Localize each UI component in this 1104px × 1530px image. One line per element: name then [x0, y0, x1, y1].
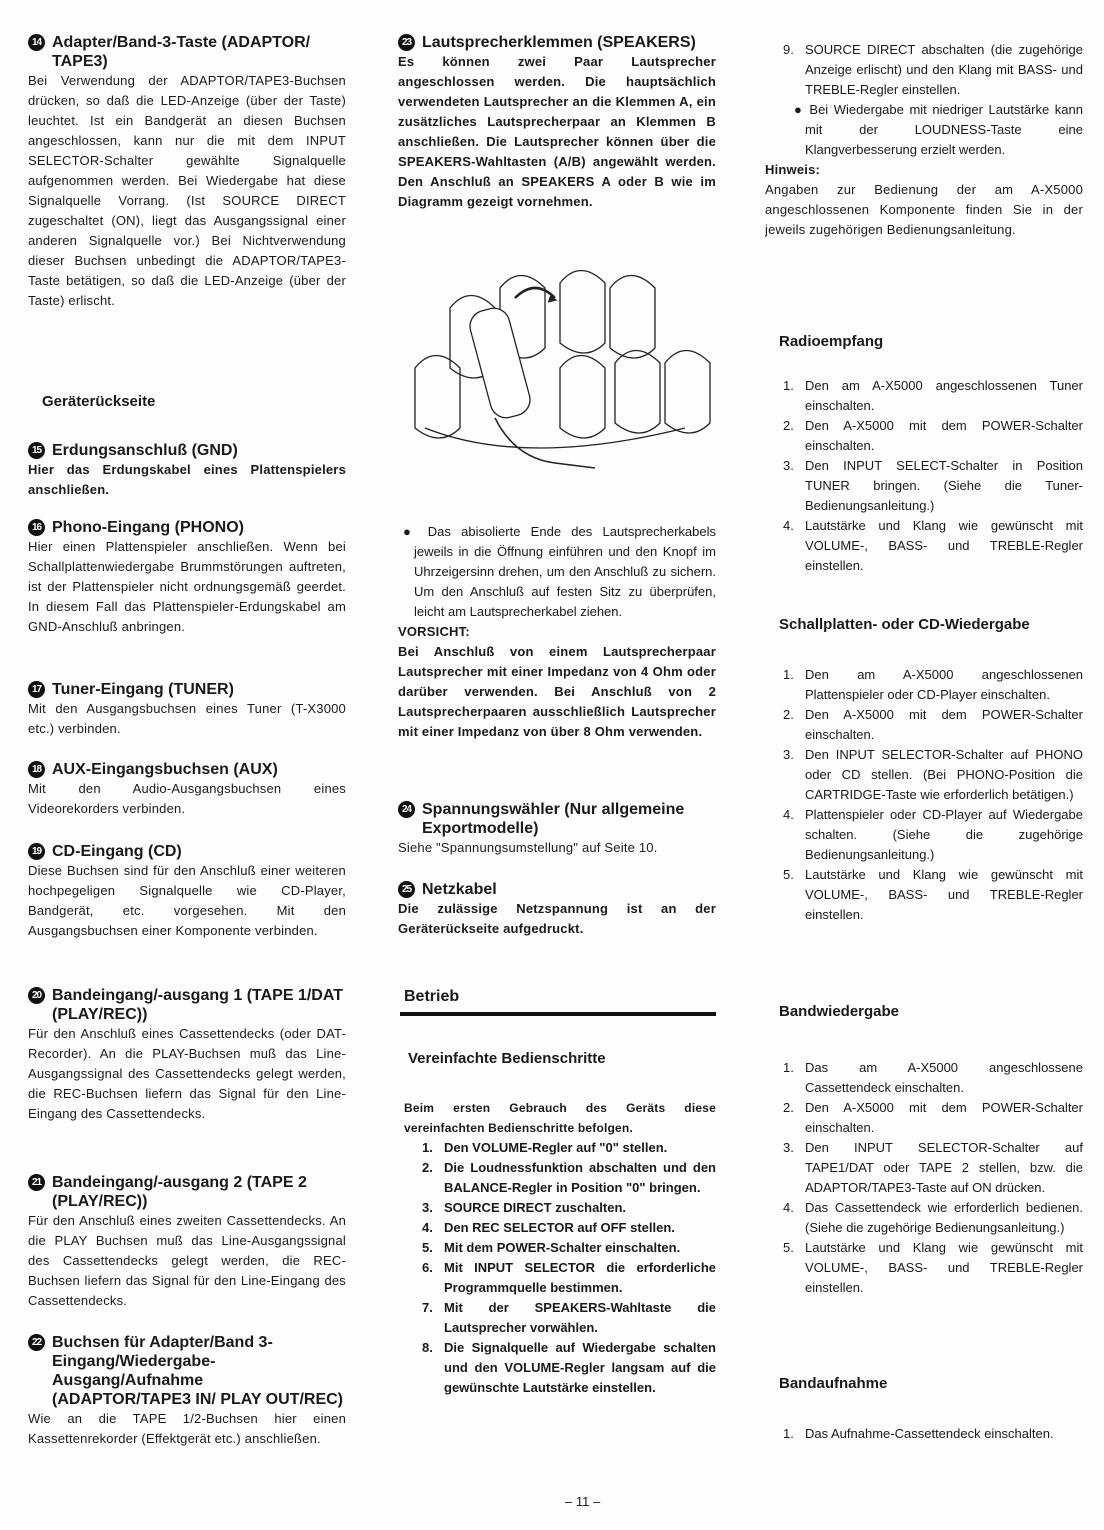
list-item: [765, 805, 1083, 865]
list-item: [765, 456, 1083, 516]
item-number: 1.: [422, 1140, 433, 1155]
bullet-item: ● Bei Wiedergabe mit niedriger Lautstärke kann mit der LOUDNESS-Taste eine Klangverbesserung erzielt werden.: [794, 102, 1083, 157]
section-heading: [28, 842, 346, 861]
circled-number-icon: 21: [28, 1174, 45, 1191]
heading-text: Bandeingang/-ausgang 1 (TAPE 1/DAT (PLAY/REC)): [52, 987, 343, 1023]
heading-text: CD-Eingang (CD): [52, 843, 182, 860]
item-text: Lautstärke und Klang wie gewünscht mit VOLUME-, BASS- und TREBLE-Regler einstellen.: [805, 867, 1083, 922]
item-number: 3.: [783, 747, 794, 762]
section-body: Bei Verwendung der ADAPTOR/TAPE3-Buchsen drücken, so daß die LED-Anzeige (über der Taste) leuchtet. Ist ein Bandgerät an diesen Buchsen angeschlossen, kann nur die mit dem INPUT SELECTOR-Schalter gewählte Signalquelle aufgenommen werden. Bei Wiedergabe hat diese Signalquelle Vorrang. (Ist SOURCE DIRECT zugeschaltet (ON), liegt das Ausgangssignal einer anderen Signalquelle vor.) Bei Nichtverwendung dieser Buchsen unbedingt die ADAPTOR/TAPE3-Taste betätigen, so daß die LED-Anzeige (über der Taste) erlischt.: [28, 73, 346, 308]
list-item: [404, 1138, 716, 1158]
item-text: Den A-X5000 mit dem POWER-Schalter einschalten.: [805, 1100, 1083, 1135]
circled-number-icon: 19: [28, 843, 45, 860]
list-item: [404, 1258, 716, 1298]
circled-number-icon: 25: [398, 881, 415, 898]
list-item: [765, 1058, 1083, 1098]
circled-number-icon: 22: [28, 1334, 45, 1351]
simple-steps: [398, 1098, 716, 1398]
item-text: Den VOLUME-Regler auf "0" stellen.: [444, 1140, 668, 1155]
heading-text: Adapter/Band-3-Taste (ADAPTOR/ TAPE3): [52, 34, 311, 70]
section-heading: [398, 800, 716, 838]
section-23: [398, 33, 716, 212]
section-heading: [28, 518, 346, 537]
item-text: Die Signalquelle auf Wiedergabe schalten und den VOLUME-Regler langsam auf die gewünschte Lautstärke einstellen.: [444, 1340, 716, 1395]
section-16: [28, 518, 346, 637]
section-heading: [28, 760, 346, 779]
section-title-rear: Geräterückseite: [42, 393, 156, 410]
item-number: 3.: [783, 1140, 794, 1155]
item-number: 4.: [783, 1200, 794, 1215]
section-heading: [398, 880, 716, 899]
item-number: 1.: [783, 667, 794, 682]
section-21: [28, 1173, 346, 1311]
record-section: [765, 615, 1083, 925]
item-number: 4.: [783, 807, 794, 822]
page-number: – 11 –: [565, 1494, 601, 1509]
item-text: Den REC SELECTOR auf OFF stellen.: [444, 1220, 675, 1235]
section-heading: [398, 33, 716, 52]
section-20: [28, 986, 346, 1124]
chapter-title-betrieb: Betrieb: [404, 988, 460, 1005]
section-18: [28, 760, 346, 819]
heading-text: Tuner-Eingang (TUNER): [52, 681, 234, 698]
section-heading: [28, 680, 346, 699]
circled-number-icon: 23: [398, 34, 415, 51]
circled-number-icon: 20: [28, 987, 45, 1004]
section-heading: [28, 986, 346, 1024]
heading-text: Bandeingang/-ausgang 2 (TAPE 2 (PLAY/REC)): [52, 1174, 307, 1210]
section-15: [28, 441, 346, 500]
caution-text: Bei Anschluß von einem Lautsprecherpaar Lautsprecher mit einer Impedanz von 4 Ohm oder darüber verwenden. Bei Anschluß von 2 Lautsprecherpaaren ausschließlich Lautsprecher mit einer Impedanz von über 8 Ohm verwenden.: [398, 644, 716, 739]
circled-number-icon: 18: [28, 761, 45, 778]
section-25: [398, 880, 716, 939]
item-number: 4.: [783, 518, 794, 533]
item-text: Das Aufnahme-Cassettendeck einschalten.: [805, 1426, 1054, 1441]
list-item: [765, 416, 1083, 456]
list-item: [765, 1238, 1083, 1298]
speaker-terminal-illustration: [395, 268, 725, 488]
item-text: Den INPUT SELECTOR-Schalter auf PHONO oder CD stellen. (Bei PHONO-Position die CARTRIDGE-Taste wie erforderlich betätigen.): [805, 747, 1083, 802]
list-item: [765, 516, 1083, 576]
item-number: 5.: [422, 1240, 433, 1255]
section-heading: [28, 1173, 346, 1211]
list-item: [765, 705, 1083, 745]
item-text: Das Cassettendeck wie erforderlich bedienen. (Siehe die zugehörige Bedienungsanleitung.): [805, 1200, 1083, 1235]
item-number: 2.: [783, 707, 794, 722]
item-text: Mit dem POWER-Schalter einschalten.: [444, 1240, 681, 1255]
list-item: [765, 1198, 1083, 1238]
item-number: 7.: [422, 1300, 433, 1315]
section-heading: [28, 441, 346, 460]
section-title: Radioempfang: [779, 333, 884, 350]
heading-text: Netzkabel: [422, 881, 497, 898]
section-body: Mit den Audio-Ausgangsbuchsen eines Videorekorders verbinden.: [28, 781, 346, 816]
item-text: Mit INPUT SELECTOR die erforderliche Programmquelle bestimmen.: [444, 1260, 716, 1295]
item-number: 8.: [422, 1340, 433, 1355]
item-text: Lautstärke und Klang wie gewünscht mit VOLUME-, BASS- und TREBLE-Regler einstellen.: [805, 518, 1083, 573]
section-19: [28, 842, 346, 941]
list-item: [404, 1338, 716, 1398]
section-body: Die zulässige Netzspannung ist an der Geräterückseite aufgedruckt.: [398, 901, 716, 936]
item-text: Das am A-X5000 angeschlossene Cassettendeck einschalten.: [805, 1060, 1083, 1095]
item-number: 5.: [783, 1240, 794, 1255]
item-number: 2.: [783, 1100, 794, 1115]
list-item: [765, 1424, 1083, 1444]
circled-number-icon: 15: [28, 442, 45, 459]
terminal-instruction: [398, 522, 716, 742]
section-title: Bandaufnahme: [779, 1375, 888, 1392]
item-number: 6.: [422, 1260, 433, 1275]
item-text: Den INPUT SELECT-Schalter in Position TUNER bringen. (Siehe die Tuner-Bedienungsanleitung.): [805, 458, 1083, 513]
list-item: [404, 1198, 716, 1218]
list-item: [765, 1098, 1083, 1138]
item-number: 1.: [783, 378, 794, 393]
simple-steps-title: Vereinfachte Bedienschritte: [408, 1050, 606, 1067]
section-heading: [28, 33, 346, 71]
section-14: [28, 33, 346, 311]
circled-number-icon: 16: [28, 519, 45, 536]
item-text: Den INPUT SELECTOR-Schalter auf TAPE1/DAT oder TAPE 2 stellen, bzw. die ADAPTOR/TAPE3-Taste auf ON drücken.: [805, 1140, 1083, 1195]
hint-label: Hinweis:: [765, 162, 821, 177]
item-text: Den am A-X5000 angeschlossenen Plattenspieler oder CD-Player einschalten.: [805, 667, 1083, 702]
section-title: Schallplatten- oder CD-Wiedergabe: [779, 616, 1030, 633]
item-number: 9.: [783, 42, 794, 57]
bullet-text: Bei Wiedergabe mit niedriger Lautstärke kann mit der LOUDNESS-Taste eine Klangverbesserung erzielt werden.: [805, 102, 1083, 157]
section-heading: [28, 1333, 346, 1409]
list-item: [404, 1218, 716, 1238]
section-body: Hier das Erdungskabel eines Plattenspielers anschließen.: [28, 462, 346, 497]
item-number: 1.: [783, 1060, 794, 1075]
heading-text: Spannungswähler (Nur allgemeine Exportmodelle): [422, 801, 685, 837]
divider-rule: [400, 1012, 716, 1016]
item-text: Plattenspieler oder CD-Player auf Wiedergabe schalten. (Siehe die zugehörige Bedienungsanleitung.): [805, 807, 1083, 862]
step-9: [765, 40, 1083, 240]
heading-text: Phono-Eingang (PHONO): [52, 519, 244, 536]
item-text: Den A-X5000 mit dem POWER-Schalter einschalten.: [805, 418, 1083, 453]
item-number: 3.: [422, 1200, 433, 1215]
section-body: Hier einen Plattenspieler anschließen. Wenn bei Schallplattenwiedergabe Brummstörungen auftreten, ist der Plattenspieler nicht ordnungsgemäß geerdet. In diesem Fall das Plattenspieler-Erdungskabel am GND-Anschluß anbringen.: [28, 539, 346, 634]
list-item: [404, 1158, 716, 1198]
heading-text: Lautsprecherklemmen (SPEAKERS): [422, 34, 696, 51]
list-item: [765, 745, 1083, 805]
list-item: [404, 1298, 716, 1338]
item-text: Lautstärke und Klang wie gewünscht mit VOLUME-, BASS- und TREBLE-Regler einstellen.: [805, 1240, 1083, 1295]
list-item: [765, 376, 1083, 416]
list-item: [404, 1238, 716, 1258]
bullet-item: ● Das abisolierte Ende des Lautsprecherkabels jeweils in die Öffnung einführen und den Knopf im Uhrzeigersinn drehen, um den Anschluß zu sichern. Um den Anschluß auf festen Sitz zu überprüfen, leicht am Lautsprecherkabel ziehen.: [403, 524, 716, 619]
item-number: 4.: [422, 1220, 433, 1235]
list-item: [765, 865, 1083, 925]
section-22: [28, 1333, 346, 1449]
list-item: [765, 1138, 1083, 1198]
item-text: Mit der SPEAKERS-Wahltaste die Lautsprecher vorwählen.: [444, 1300, 716, 1335]
section-17: [28, 680, 346, 739]
list-item: [765, 40, 1083, 100]
item-number: 1.: [783, 1426, 794, 1441]
section-24: [398, 800, 716, 858]
item-text: SOURCE DIRECT zuschalten.: [444, 1200, 627, 1215]
section-body: Für den Anschluß eines zweiten Cassettendecks. An die PLAY Buchsen muß das Line-Ausgangssignal des Cassettendecks gelegt werden, die REC-Buchsen liefern das Signal für den Line-Eingang des Cassettendecks.: [28, 1213, 346, 1308]
item-number: 2.: [422, 1160, 433, 1175]
item-text: SOURCE DIRECT abschalten (die zugehörige Anzeige erlischt) und den Klang mit BASS- und TREBLE-Regler einstellen.: [805, 42, 1083, 97]
section-body: Diese Buchsen sind für den Anschluß einer weiteren hochpegeligen Signalquelle wie CD-Player, Bandgerät, etc. vorgesehen. Mit den Ausgangsbuchsen einer Komponente verbinden.: [28, 863, 346, 938]
list-item: [765, 665, 1083, 705]
circled-number-icon: 24: [398, 801, 415, 818]
circled-number-icon: 14: [28, 34, 45, 51]
section-body: Es können zwei Paar Lautsprecher angeschlossen werden. Die hauptsächlich verwendeten Lautsprecher an die Klemmen A, ein zusätzliches Lautsprecherpaar an Klemmen B anschließen. Die Lautsprecher können über die SPEAKERS-Wahltasten (A/B) angewählt werden. Den Anschluß an SPEAKERS A oder B wie im Diagramm gezeigt vornehmen.: [398, 54, 716, 209]
simple-intro: Beim ersten Gebrauch des Geräts diese vereinfachten Bedienschritte befolgen.: [404, 1101, 716, 1135]
heading-text: Buchsen für Adapter/Band 3-Eingang/Wiedergabe-Ausgang/Aufnahme (ADAPTOR/TAPE3 IN/ PLAY OUT/REC): [52, 1334, 343, 1408]
tape-section: [765, 1002, 1083, 1298]
taperec-section: [765, 1374, 1083, 1444]
caution-label: VORSICHT:: [398, 624, 470, 639]
item-number: 5.: [783, 867, 794, 882]
radio-section: [765, 332, 1083, 576]
item-text: Den A-X5000 mit dem POWER-Schalter einschalten.: [805, 707, 1083, 742]
item-text: Den am A-X5000 angeschlossenen Tuner einschalten.: [805, 378, 1083, 413]
circled-number-icon: 17: [28, 681, 45, 698]
section-body: Für den Anschluß eines Cassettendecks (oder DAT-Recorder). An die PLAY-Buchsen muß das Line-Ausgangssignal des Cassettendecks gelegt werden, die REC-Buchsen liefern das Signal für den Line-Eingang des Cassettendecks.: [28, 1026, 346, 1121]
heading-text: Erdungsanschluß (GND): [52, 442, 238, 459]
item-text: Die Loudnessfunktion abschalten und den BALANCE-Regler in Position "0" bringen.: [444, 1160, 716, 1195]
section-title: Bandwiedergabe: [779, 1003, 900, 1020]
item-number: 2.: [783, 418, 794, 433]
section-body: Wie an die TAPE 1/2-Buchsen hier einen Kassettenrekorder (Effektgerät etc.) anschließen.: [28, 1411, 346, 1446]
heading-text: AUX-Eingangsbuchsen (AUX): [52, 761, 278, 778]
section-body: Siehe "Spannungsumstellung" auf Seite 10.: [398, 840, 658, 855]
bullet-text: Das abisolierte Ende des Lautsprecherkabels jeweils in die Öffnung einführen und den Knopf im Uhrzeigersinn drehen, um den Anschluß zu sichern. Um den Anschluß auf festen Sitz zu überprüfen, leicht am Lautsprecherkabel ziehen.: [414, 524, 716, 619]
section-body: Mit den Ausgangsbuchsen eines Tuner (T-X3000 etc.) verbinden.: [28, 701, 346, 736]
hint-text: Angaben zur Bedienung der am A-X5000 angeschlossenen Komponente finden Sie in der jeweils zugehörigen Bedienungsanleitung.: [765, 182, 1083, 237]
item-number: 3.: [783, 458, 794, 473]
